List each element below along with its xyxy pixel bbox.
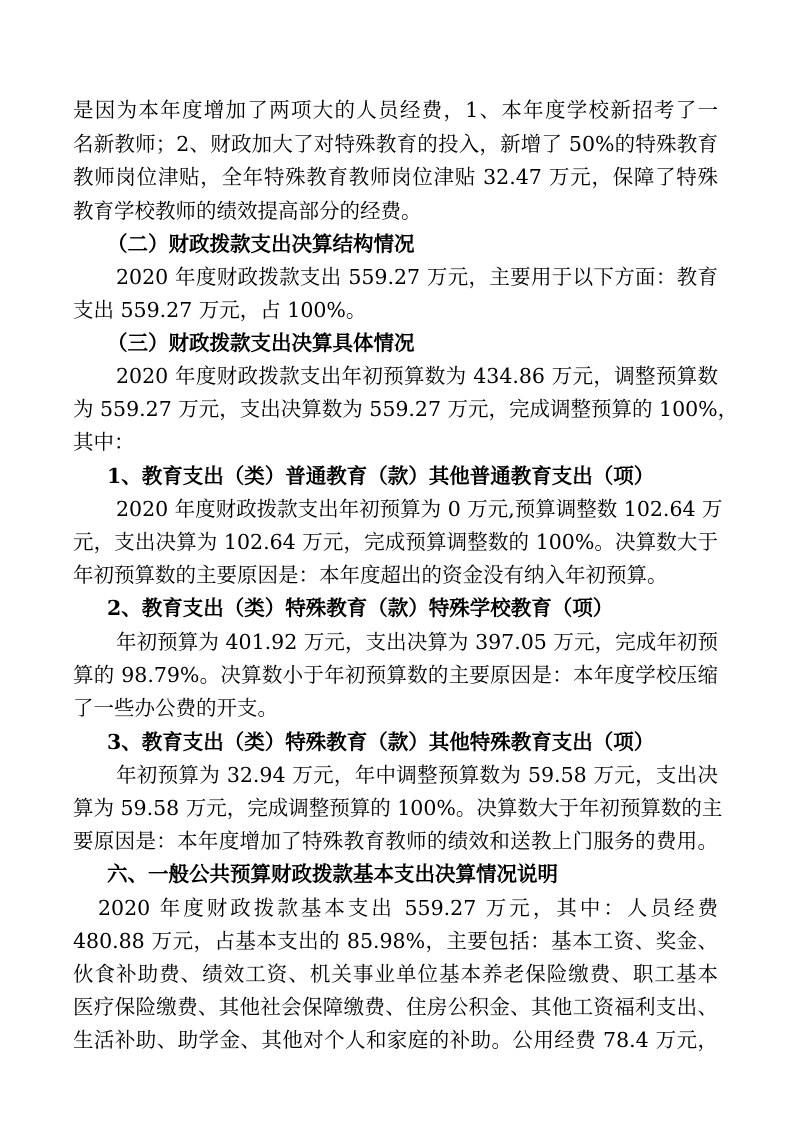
body-text-line: 伙食补助费、绩效工资、机关事业单位基本养老保险缴费、职工基本 [73, 962, 718, 986]
body-text-line: 2020 年度财政拨款基本支出 559.27 万元，其中：人员经费 [98, 896, 718, 920]
body-text-line: 是因为本年度增加了两项大的人员经费，1、本年度学校新招考了一 [73, 98, 718, 122]
body-text-line: 教育学校教师的绩效提高部分的经费。 [73, 199, 422, 223]
body-text-line: 算为 59.58 万元，完成调整预算的 100%。决算数大于年初预算数的主 [73, 796, 723, 820]
body-text-line: 其中： [73, 430, 135, 454]
body-text-line: 年初预算为 401.92 万元，支出决算为 397.05 万元，完成年初预 [116, 630, 718, 654]
body-text-line: 年初预算数的主要原因是：本年度超出的资金没有纳入年初预算。 [73, 563, 668, 587]
body-text-line: 支出 559.27 万元，占 100%。 [73, 298, 367, 322]
body-text-line: 2020 年度财政拨款支出年初预算为 0 万元,预算调整数 102.64 万 [116, 497, 723, 521]
body-text-line: 名新教师；2、财政加大了对特殊教育的投入，新增了 50%的特殊教育 [73, 132, 718, 156]
body-text-line: 为 559.27 万元，支出决算数为 559.27 万元，完成调整预算的 100%， [73, 397, 739, 421]
body-text-line: 年初预算为 32.94 万元，年中调整预算数为 59.58 万元，支出决 [116, 763, 718, 787]
subsection-heading: 2、教育支出（类）特殊教育（款）特殊学校教育（项） [107, 596, 614, 620]
subsection-heading: 3、教育支出（类）特殊教育（款）其他特殊教育支出（项） [107, 730, 655, 754]
body-text-line: 算的 98.79%。决算数小于年初预算数的主要原因是：本年度学校压缩 [73, 663, 718, 687]
section-heading: 六、一般公共预算财政拨款基本支出决算情况说明 [107, 862, 558, 886]
body-text-line: 要原因是：本年度增加了特殊教育教师的绩效和送教上门服务的费用。 [73, 829, 718, 853]
body-text-line: 元，支出决算为 102.64 万元，完成预算调整数的 100%。决算数大于 [73, 530, 718, 554]
subsection-heading: 1、教育支出（类）普通教育（款）其他普通教育支出（项） [107, 464, 655, 488]
body-text-line: 教师岗位津贴，全年特殊教育教师岗位津贴 32.47 万元，保障了特殊 [73, 165, 718, 189]
section-heading: （三）财政拨款支出决算具体情况 [107, 331, 415, 355]
body-text-line: 了一些办公费的开支。 [73, 696, 278, 720]
body-text-line: 生活补助、助学金、其他对个人和家庭的补助。公用经费 78.4 万元， [73, 1028, 718, 1052]
body-text-line: 480.88 万元，占基本支出的 85.98%，主要包括：基本工资、奖金、 [73, 929, 718, 953]
body-text-line: 2020 年度财政拨款支出年初预算数为 434.86 万元，调整预算数 [116, 364, 718, 388]
body-text-line: 医疗保险缴费、其他社会保障缴费、住房公积金、其他工资福利支出、 [73, 995, 718, 1019]
section-heading: （二）财政拨款支出决算结构情况 [107, 232, 415, 256]
body-text-line: 2020 年度财政拨款支出 559.27 万元，主要用于以下方面：教育 [116, 265, 718, 289]
